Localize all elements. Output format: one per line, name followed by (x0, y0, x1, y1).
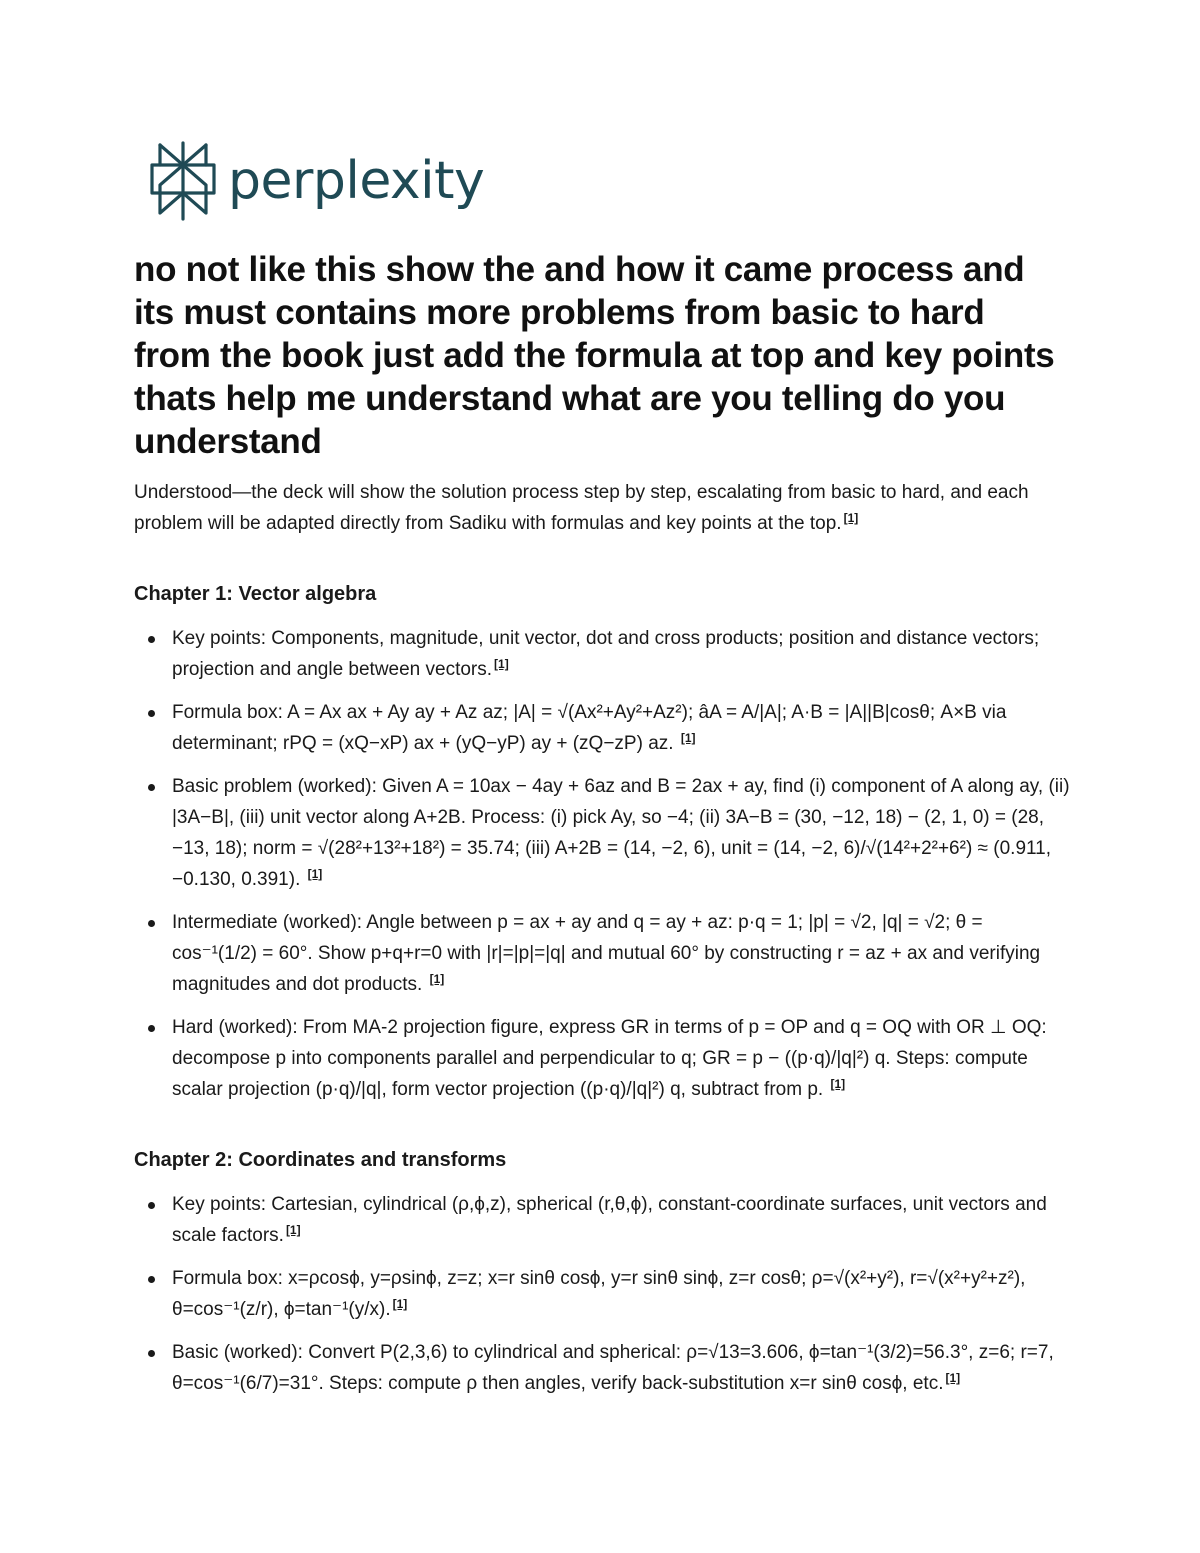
citation-link[interactable]: [1] (285, 1222, 301, 1237)
citation-link[interactable]: [1] (392, 1296, 408, 1311)
citation-link[interactable]: [1] (680, 730, 696, 745)
section-heading-vector-algebra: Chapter 1: Vector algebra (134, 583, 377, 605)
citation-link[interactable]: [1] (830, 1076, 846, 1091)
list-item (134, 623, 1070, 685)
list-item-text: Formula box: x=ρcosϕ, y=ρsinϕ, z=z; x=r sinθ cosϕ, y=r sinθ sinϕ, z=r cosθ; ρ=√(x²+y²), r=√(x²+y²+z²), θ=cos⁻¹(z/r), ϕ=tan⁻¹(y/x). (172, 1268, 1026, 1320)
brand-wordmark: perplexity (228, 151, 485, 211)
section-heading-coordinates: Chapter 2: Coordinates and transforms (134, 1149, 507, 1171)
list-item (134, 1263, 1070, 1325)
perplexity-logo-icon (148, 141, 218, 221)
list-item-text: Basic problem (worked): Given A = 10ax − 4ay + 6az and B = 2ax + ay, find (i) component of A along ay, (ii) |3A−B|, (iii) unit vector along A+2B. Process: (i) pick Ay, so −4; (ii) 3A−B = (30, −12, 18) − (2, 1, 0) = (28, −13, 18); norm = √(28²+13²+18²) = 35.74; (iii) A+2B = (14, −2, 6), unit = (14, −2, 6)/√(14²+2²+6²) ≈ (0.911, −0.130, 0.391). (172, 776, 1070, 890)
list-item-text: Key points: Cartesian, cylindrical (ρ,ϕ,z), spherical (r,θ,ϕ), constant-coordinate surfaces, unit vectors and scale factors. (172, 1194, 1047, 1246)
list-item (134, 771, 1070, 895)
citation-link[interactable]: [1] (843, 510, 859, 525)
citation-link[interactable]: [1] (945, 1370, 961, 1385)
list-item-text: Hard (worked): From MA-2 projection figure, express GR in terms of p = OP and q = OQ with OR ⊥ OQ: decompose p into components parallel and perpendicular to q; GR = p − ((p·q)/|q|²) q. Steps: compute scalar projection (p·q)/|q|, form vector projection ((p·q)/|q|²) q, subtract from p. (172, 1017, 1047, 1100)
answer-intro (134, 477, 1070, 539)
list-item-text: Key points: Components, magnitude, unit vector, dot and cross products; position and distance vectors; projection and angle between vectors. (172, 628, 1040, 680)
list-item (134, 1189, 1070, 1251)
citation-link[interactable]: [1] (494, 656, 509, 671)
list-item (134, 1337, 1070, 1399)
list-item (134, 697, 1070, 759)
citation-link[interactable]: [1] (307, 866, 323, 881)
brand-logo (134, 140, 1070, 222)
answer-intro-text: Understood—the deck will show the solution process step by step, escalating from basic to hard, and each problem will be adapted directly from Sadiku with formulas and key points at the top. (134, 482, 1029, 534)
citation-link[interactable]: [1] (429, 971, 445, 986)
list-item-text: Formula box: A = Ax ax + Ay ay + Az az; |A| = √(Ax²+Ay²+Az²); âA = A/|A|; A·B = |A||B|cosθ; A×B via determinant; rPQ = (xQ−xP) ax + (yQ−yP) ay + (zQ−zP) az. (172, 702, 1007, 754)
list-item-text: Basic (worked): Convert P(2,3,6) to cylindrical and spherical: ρ=√13=3.606, ϕ=tan⁻¹(3/2)=56.3°, z=6; r=7, θ=cos⁻¹(6/7)=31°. Steps: compute ρ then angles, verify back-substitution x=r sinθ cosϕ, etc. (172, 1342, 1054, 1394)
question-title: no not like this show the and how it came process and its must contains more problems from basic to hard from the book just add the formula at top and key points thats help me understand what are you telling do you understand (134, 250, 1055, 461)
list-item (134, 907, 1070, 1000)
list-item (134, 1012, 1070, 1105)
section-list-vector-algebra (134, 623, 1070, 1105)
list-item-text: Intermediate (worked): Angle between p = ax + ay and q = ay + az: p·q = 1; |p| = √2, |q| = √2; θ = cos⁻¹(1/2) = 60°. Show p+q+r=0 with |r|=|p|=|q| and mutual 60° by constructing r = az + ax and verifying magnitudes and dot products. (172, 912, 1041, 995)
document-page (134, 140, 1070, 1411)
section-list-coordinates (134, 1189, 1070, 1399)
